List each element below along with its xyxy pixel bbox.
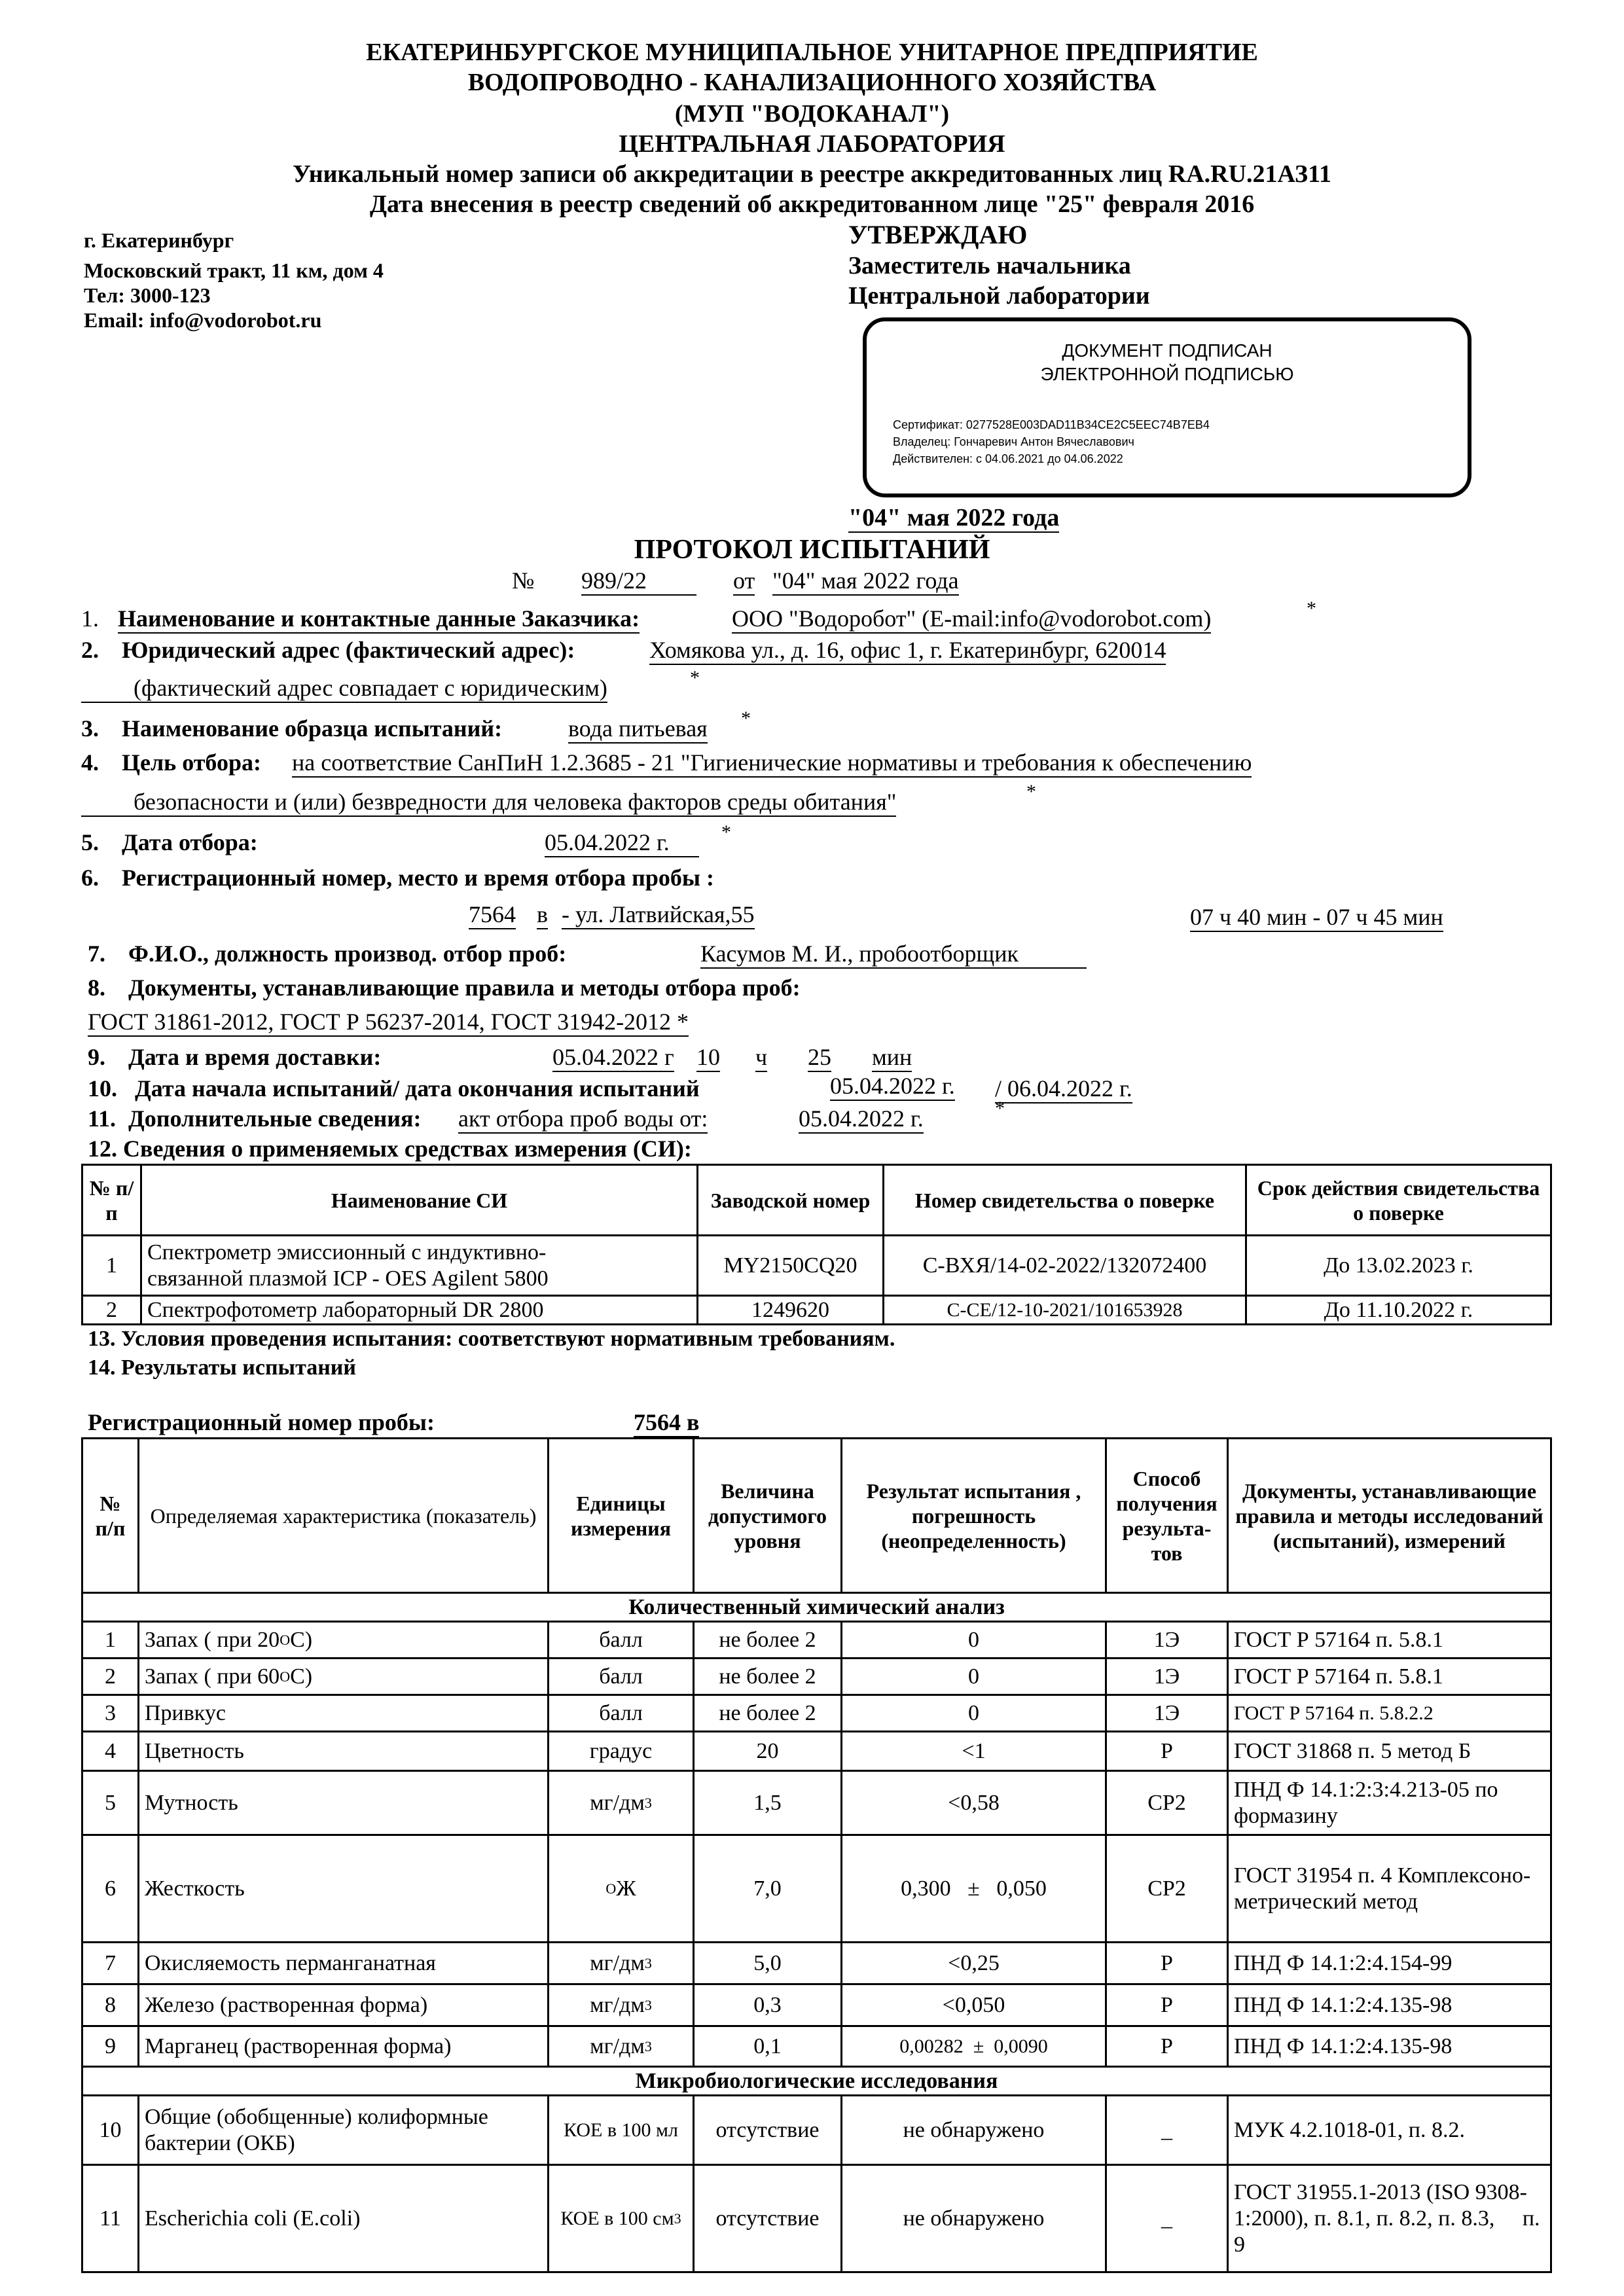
row-limit: 0,1 xyxy=(694,2026,842,2067)
field-10-num: 10. xyxy=(88,1075,117,1102)
si-row-num: 2 xyxy=(82,1296,141,1325)
row-limit: 7,0 xyxy=(694,1835,842,1943)
field-11-asterisk: * xyxy=(995,1098,1005,1119)
row-unit-text: мг/дм xyxy=(590,1992,645,2017)
row-name: Цветность xyxy=(139,1732,549,1771)
field-1-asterisk: * xyxy=(1307,598,1316,619)
row-name: Мутность xyxy=(139,1771,549,1835)
row-docs: ПНД Ф 14.1:2:4.135-98 xyxy=(1228,1984,1551,2026)
field-9-num: 9. xyxy=(88,1044,105,1070)
field-2-asterisk: * xyxy=(690,667,700,689)
field-6-v: в xyxy=(537,901,548,929)
accreditation-date: Дата внесения в реестр сведений об аккредитованном лице "25" февраля 2016 xyxy=(369,190,1255,218)
row-name: Окисляемость перманганатная xyxy=(139,1943,549,1984)
field-6-time: 07 ч 40 мин - 07 ч 45 мин xyxy=(1190,903,1443,932)
row-name-sup: О xyxy=(280,1631,291,1648)
field-3-asterisk: * xyxy=(741,708,751,729)
row-method: Р xyxy=(1106,1984,1228,2026)
results-header-limit: Величина допустимого уровня xyxy=(694,1439,842,1593)
field-11-date: 05.04.2022 г. xyxy=(799,1105,924,1134)
stamp-line-2: ЭЛЕКТРОННОЙ ПОДПИСЬЮ xyxy=(1040,364,1294,384)
lab-name: ЦЕНТРАЛЬНАЯ ЛАБОРАТОРИЯ xyxy=(619,130,1005,158)
row-unit xyxy=(549,1984,694,2026)
table-row xyxy=(82,1771,1551,1835)
row-docs: ПНД Ф 14.1:2:3:4.213-05 по формазину xyxy=(1228,1771,1551,1835)
si-header-row xyxy=(82,1165,1551,1236)
field-6-label: Регистрационный номер, место и время отбора пробы : xyxy=(122,865,715,891)
row-limit: отсутствие xyxy=(694,2165,842,2272)
results-header-row xyxy=(82,1439,1551,1593)
row-num: 3 xyxy=(82,1695,139,1732)
sample-reg-value: 7564 в xyxy=(634,1408,699,1437)
row-name xyxy=(139,1659,549,1695)
section-row xyxy=(82,1593,1551,1622)
row-unit-sup: 3 xyxy=(644,1794,652,1811)
field-2-label: Юридический адрес (фактический адрес): xyxy=(122,637,575,663)
row-name: Железо (растворенная форма) xyxy=(139,1984,549,2026)
row-unit-sup: 3 xyxy=(674,2210,681,2227)
stamp-owner: Владелец: Гончаревич Антон Вячеславович xyxy=(893,435,1134,448)
row-unit: КОЕ в 100 мл xyxy=(549,2096,694,2165)
stamp-validity: Действителен: с 04.06.2021 до 04.06.2022 xyxy=(893,452,1123,465)
row-docs: ПНД Ф 14.1:2:4.154-99 xyxy=(1228,1943,1551,1984)
row-docs: ГОСТ 31868 п. 5 метод Б xyxy=(1228,1732,1551,1771)
row-unit: балл xyxy=(549,1695,694,1732)
si-row-name-line1: Спектрометр эмиссионный с индуктивно- xyxy=(147,1240,547,1265)
row-limit: не более 2 xyxy=(694,1695,842,1732)
row-name: Марганец (растворенная форма) xyxy=(139,2026,549,2067)
table-row xyxy=(82,1732,1551,1771)
row-unit-text: мг/дм xyxy=(590,2034,645,2058)
field-9-label: Дата и время доставки: xyxy=(128,1044,382,1070)
row-num: 2 xyxy=(82,1659,139,1695)
row-docs: ГОСТ 31954 п. 4 Комплексоно-метрический метод xyxy=(1228,1835,1551,1943)
row-unit xyxy=(549,1771,694,1835)
si-row-name xyxy=(141,1236,698,1296)
results-header-result: Результат испытания , погрешность (неопределенность) xyxy=(842,1439,1106,1593)
field-5-label: Дата отбора: xyxy=(122,829,258,855)
row-method: 1Э xyxy=(1106,1659,1228,1695)
field-4-value: на соответствие СанПиН 1.2.3685 - 21 "Гигиенические нормативы и требования к обеспечению xyxy=(292,749,1252,778)
row-name: Привкус xyxy=(139,1695,549,1732)
field-7-value: Касумов М. И., пробоотборщик xyxy=(700,940,1087,969)
row-num: 9 xyxy=(82,2026,139,2067)
section-row xyxy=(82,2067,1551,2096)
field-5-num: 5. xyxy=(81,829,99,855)
row-limit: 0,3 xyxy=(694,1984,842,2026)
approve-position-2: Центральной лаборатории xyxy=(848,282,1150,310)
field-8-num: 8. xyxy=(88,975,105,1001)
field-1-num: 1. xyxy=(81,605,99,632)
row-unit-text: мг/дм xyxy=(590,1790,645,1815)
field-7-label: Ф.И.О., должность производ. отбор проб: xyxy=(128,941,567,967)
row-unit: балл xyxy=(549,1622,694,1659)
contact-phone: Тел: 3000-123 xyxy=(84,283,211,307)
protocol-date: "04" мая 2022 года xyxy=(772,567,959,596)
field-10-label: Дата начала испытаний/ дата окончания испытаний xyxy=(135,1075,700,1102)
contact-address: Московский тракт, 11 км, дом 4 xyxy=(84,259,384,282)
org-name-line1: ЕКАТЕРИНБУРГСКОЕ МУНИЦИПАЛЬНОЕ УНИТАРНОЕ ПРЕДПРИЯТИЕ xyxy=(366,39,1258,66)
field-10-end: / 06.04.2022 г. xyxy=(995,1075,1132,1103)
row-num: 5 xyxy=(82,1771,139,1835)
field-3-value: вода питьевая xyxy=(568,715,708,744)
protocol-number: 989/22 xyxy=(581,567,696,596)
si-row-valid: До 11.10.2022 г. xyxy=(1246,1296,1551,1325)
field-9-minutes-unit: мин xyxy=(872,1043,912,1072)
row-limit: не более 2 xyxy=(694,1622,842,1659)
table-row xyxy=(82,1835,1551,1943)
row-result: <0,58 xyxy=(842,1771,1106,1835)
si-header-valid: Срок действия свидетельства о поверке xyxy=(1246,1165,1551,1236)
row-result: <0,050 xyxy=(842,1984,1106,2026)
field-4-label: Цель отбора: xyxy=(122,749,261,776)
table-row xyxy=(82,2165,1551,2272)
row-docs: ГОСТ Р 57164 п. 5.8.2.2 xyxy=(1228,1695,1551,1732)
approve-date: "04" мая 2022 года xyxy=(848,504,1060,531)
field-1-label: Наименование и контактные данные Заказчика: xyxy=(118,605,640,634)
si-row-cert: С-ВХЯ/14-02-2022/132072400 xyxy=(884,1236,1246,1296)
row-method: Р xyxy=(1106,2026,1228,2067)
field-4-value-2: безопасности и (или) безвредности для человека факторов среды обитания" xyxy=(81,788,896,817)
sample-reg-label: Регистрационный номер пробы: xyxy=(88,1409,435,1435)
org-name-line3: (МУП "ВОДОКАНАЛ") xyxy=(674,100,950,128)
results-header-name: Определяемая характеристика (показатель) xyxy=(139,1439,549,1593)
row-method: Р xyxy=(1106,1943,1228,1984)
table-row xyxy=(82,1943,1551,1984)
field-14-title: 14. Результаты испытаний xyxy=(88,1355,356,1380)
row-method: 1Э xyxy=(1106,1622,1228,1659)
results-header-method: Способ получения результа-тов xyxy=(1106,1439,1228,1593)
row-result: 0,00282 ± 0,0090 xyxy=(842,2026,1106,2067)
field-9-date: 05.04.2022 г xyxy=(552,1043,674,1072)
row-num: 8 xyxy=(82,1984,139,2026)
si-header-name: Наименование СИ xyxy=(141,1165,698,1236)
row-unit: градус xyxy=(549,1732,694,1771)
row-unit-sup: 3 xyxy=(644,2037,652,2054)
si-header-cert: Номер свидетельства о поверке xyxy=(884,1165,1246,1236)
protocol-title: ПРОТОКОЛ ИСПЫТАНИЙ xyxy=(634,535,990,565)
row-name-text: Запах ( при 20 xyxy=(145,1627,280,1652)
row-docs: ГОСТ Р 57164 п. 5.8.1 xyxy=(1228,1622,1551,1659)
field-6-num: 6. xyxy=(81,865,99,891)
field-3-num: 3. xyxy=(81,715,99,742)
si-row-serial: 1249620 xyxy=(698,1296,884,1325)
row-docs: МУК 4.2.1018-01, п. 8.2. xyxy=(1228,2096,1551,2165)
field-5-value: 05.04.2022 г. xyxy=(545,829,699,857)
row-name xyxy=(139,1622,549,1659)
field-11-num: 11. xyxy=(88,1105,117,1132)
si-row xyxy=(82,1236,1551,1296)
si-row-name: Спектрофотометр лабораторный DR 2800 xyxy=(141,1296,698,1325)
row-unit xyxy=(549,1835,694,1943)
row-result: 0 xyxy=(842,1695,1106,1732)
field-9-hours: 10 xyxy=(696,1043,720,1072)
results-header-unit: Единицы измерения xyxy=(549,1439,694,1593)
field-8-value: ГОСТ 31861-2012, ГОСТ Р 56237-2014, ГОСТ 31942-2012 * xyxy=(88,1008,689,1037)
field-13-conditions: 13. Условия проведения испытания: соответствуют нормативным требованиям. xyxy=(88,1327,895,1351)
row-unit xyxy=(549,2165,694,2272)
section-chemical: Количественный химический анализ xyxy=(82,1593,1551,1622)
field-6-reg-number: 7564 xyxy=(469,901,516,929)
field-3-label: Наименование образца испытаний: xyxy=(122,715,503,742)
row-name-sup: О xyxy=(280,1668,291,1685)
si-row-cert: С-СЕ/12-10-2021/101653928 xyxy=(884,1296,1246,1325)
results-header-docs: Документы, устанавливающие правила и методы исследований (испытаний), измерений xyxy=(1228,1439,1551,1593)
table-row xyxy=(82,1622,1551,1659)
row-result: 0,300 ± 0,050 xyxy=(842,1835,1106,1943)
row-name-text: Запах ( при 60 xyxy=(145,1664,280,1689)
measuring-instruments-table xyxy=(81,1164,1552,1325)
row-num: 4 xyxy=(82,1732,139,1771)
stamp-certificate: Сертификат: 0277528E003DAD11B34CE2C5EEC74B7EB4 xyxy=(893,418,1210,431)
field-11-value: акт отбора проб воды от: xyxy=(458,1105,708,1134)
results-table xyxy=(81,1437,1552,2273)
row-unit xyxy=(549,2026,694,2067)
contact-email: Email: info@vodorobot.ru xyxy=(84,308,322,332)
protocol-no-label: № xyxy=(512,567,535,594)
table-row xyxy=(82,2026,1551,2067)
table-row xyxy=(82,1984,1551,2026)
si-row xyxy=(82,1296,1551,1325)
row-num: 11 xyxy=(82,2165,139,2272)
row-name-end: С) xyxy=(290,1627,313,1652)
field-4-num: 4. xyxy=(81,749,99,776)
row-docs: ГОСТ 31955.1-2013 (ISO 9308-1:2000), п. 8.1, п. 8.2, п. 8.3, п. 9 xyxy=(1228,2165,1551,2272)
field-2-value-2: (фактический адрес совпадает с юридическим) xyxy=(81,674,607,703)
row-result: <0,25 xyxy=(842,1943,1106,1984)
field-9-minutes: 25 xyxy=(808,1043,831,1072)
contact-city: г. Екатеринбург xyxy=(84,228,234,252)
protocol-from-label: от xyxy=(733,567,755,596)
field-4-asterisk: * xyxy=(1026,781,1036,802)
row-method: 1Э xyxy=(1106,1695,1228,1732)
field-11-label: Дополнительные сведения: xyxy=(128,1105,422,1132)
row-result: не обнаружено xyxy=(842,2096,1106,2165)
row-unit xyxy=(549,1943,694,1984)
section-microbiology: Микробиологические исследования xyxy=(82,2067,1551,2096)
row-unit-text: КОЕ в 100 см xyxy=(560,2207,674,2229)
row-limit: 5,0 xyxy=(694,1943,842,1984)
row-num: 6 xyxy=(82,1835,139,1943)
field-5-asterisk: * xyxy=(721,821,731,843)
row-method: _ xyxy=(1106,2165,1228,2272)
field-12-title: 12. Сведения о применяемых средствах измерения (СИ): xyxy=(88,1136,692,1162)
table-row xyxy=(82,1695,1551,1732)
row-num: 1 xyxy=(82,1622,139,1659)
results-header-num: № п/п xyxy=(82,1439,139,1593)
row-unit-text: мг/дм xyxy=(590,1950,645,1975)
si-row-num: 1 xyxy=(82,1236,141,1296)
row-name-end: С) xyxy=(290,1664,313,1689)
row-result: 0 xyxy=(842,1622,1106,1659)
table-row xyxy=(82,2096,1551,2165)
stamp-line-1: ДОКУМЕНТ ПОДПИСАН xyxy=(1062,340,1272,361)
field-9-hours-unit: ч xyxy=(755,1043,767,1072)
si-header-num: № п/п xyxy=(82,1165,141,1236)
row-unit: балл xyxy=(549,1659,694,1695)
approve-title: УТВЕРЖДАЮ xyxy=(848,220,1028,249)
si-row-serial: MY2150CQ20 xyxy=(698,1236,884,1296)
row-docs: ПНД Ф 14.1:2:4.135-98 xyxy=(1228,2026,1551,2067)
row-num: 10 xyxy=(82,2096,139,2165)
si-header-serial: Заводской номер xyxy=(698,1165,884,1236)
accreditation-number: Уникальный номер записи об аккредитации в реестре аккредитованных лиц RA.RU.21АЗ11 xyxy=(293,160,1331,188)
row-limit: 20 xyxy=(694,1732,842,1771)
field-2-value: Хомякова ул., д. 16, офис 1, г. Екатеринбург, 620014 xyxy=(649,636,1166,665)
row-unit-sup: 3 xyxy=(644,1954,652,1971)
row-result: <1 xyxy=(842,1732,1106,1771)
field-2-num: 2. xyxy=(81,637,99,663)
table-row xyxy=(82,1659,1551,1695)
row-method: СР2 xyxy=(1106,1771,1228,1835)
row-unit-sup: О xyxy=(605,1880,617,1897)
row-limit: отсутствие xyxy=(694,2096,842,2165)
field-10-start: 05.04.2022 г. xyxy=(830,1072,955,1101)
row-unit-text: Ж xyxy=(616,1876,636,1901)
electronic-signature-stamp xyxy=(863,317,1471,497)
field-1-value: ООО "Водоробот" (E-mail:info@vodorobot.com) xyxy=(732,605,1211,634)
si-row-valid: До 13.02.2023 г. xyxy=(1246,1236,1551,1296)
field-7-num: 7. xyxy=(88,941,105,967)
row-result: не обнаружено xyxy=(842,2165,1106,2272)
row-unit-sup: 3 xyxy=(644,1996,652,2013)
row-method: Р xyxy=(1106,1732,1228,1771)
field-8-label: Документы, устанавливающие правила и методы отбора проб: xyxy=(128,975,801,1001)
row-name: Общие (обобщенные) колиформные бактерии (ОКБ) xyxy=(139,2096,549,2165)
row-docs: ГОСТ Р 57164 п. 5.8.1 xyxy=(1228,1659,1551,1695)
approve-position-1: Заместитель начальника xyxy=(848,252,1131,279)
row-name: Escherichia coli (E.coli) xyxy=(139,2165,549,2272)
row-limit: 1,5 xyxy=(694,1771,842,1835)
row-limit: не более 2 xyxy=(694,1659,842,1695)
org-name-line2: ВОДОПРОВОДНО - КАНАЛИЗАЦИОННОГО ХОЗЯЙСТВА xyxy=(467,69,1157,96)
si-row-name-line2: связанной плазмой ICP - OES Agilent 5800 xyxy=(147,1266,549,1291)
field-6-place: - ул. Латвийская,55 xyxy=(562,901,755,929)
row-method: СР2 xyxy=(1106,1835,1228,1943)
row-name: Жесткость xyxy=(139,1835,549,1943)
row-result: 0 xyxy=(842,1659,1106,1695)
row-method: _ xyxy=(1106,2096,1228,2165)
row-num: 7 xyxy=(82,1943,139,1984)
